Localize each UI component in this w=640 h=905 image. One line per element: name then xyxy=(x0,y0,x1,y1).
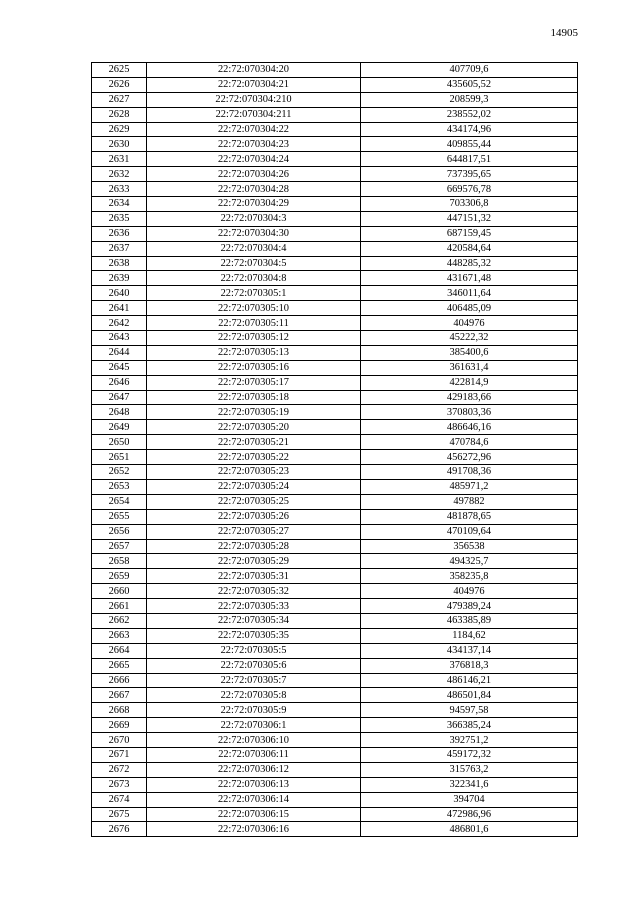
value-cell: 459172,32 xyxy=(361,747,578,762)
cadastral-number-cell: 22:72:070306:1 xyxy=(147,718,361,733)
row-index-cell: 2650 xyxy=(92,435,147,450)
value-cell: 1184,62 xyxy=(361,628,578,643)
cadastral-number-cell: 22:72:070305:9 xyxy=(147,703,361,718)
table-row xyxy=(92,554,578,569)
row-index-cell: 2675 xyxy=(92,807,147,822)
row-index-cell: 2644 xyxy=(92,345,147,360)
table-row xyxy=(92,703,578,718)
row-index-cell: 2626 xyxy=(92,77,147,92)
cadastral-number-cell: 22:72:070304:20 xyxy=(147,63,361,78)
value-cell: 463385,89 xyxy=(361,613,578,628)
table-row xyxy=(92,92,578,107)
row-index-cell: 2646 xyxy=(92,375,147,390)
table-row xyxy=(92,688,578,703)
value-cell: 497882 xyxy=(361,494,578,509)
table-row xyxy=(92,77,578,92)
row-index-cell: 2651 xyxy=(92,450,147,465)
table-row xyxy=(92,807,578,822)
row-index-cell: 2659 xyxy=(92,569,147,584)
value-cell: 385400,6 xyxy=(361,345,578,360)
row-index-cell: 2674 xyxy=(92,792,147,807)
value-cell: 434137,14 xyxy=(361,643,578,658)
cadastral-number-cell: 22:72:070305:16 xyxy=(147,360,361,375)
table-row xyxy=(92,286,578,301)
cadastral-number-cell: 22:72:070305:12 xyxy=(147,331,361,346)
row-index-cell: 2670 xyxy=(92,733,147,748)
cadastral-number-cell: 22:72:070306:13 xyxy=(147,777,361,792)
value-cell: 435605,52 xyxy=(361,77,578,92)
row-index-cell: 2643 xyxy=(92,331,147,346)
cadastral-number-cell: 22:72:070305:10 xyxy=(147,301,361,316)
value-cell: 669576,78 xyxy=(361,182,578,197)
value-cell: 472986,96 xyxy=(361,807,578,822)
value-cell: 409855,44 xyxy=(361,137,578,152)
value-cell: 429183,66 xyxy=(361,390,578,405)
row-index-cell: 2669 xyxy=(92,718,147,733)
table-row xyxy=(92,256,578,271)
value-cell: 358235,8 xyxy=(361,569,578,584)
cadastral-number-cell: 22:72:070305:7 xyxy=(147,673,361,688)
table-row xyxy=(92,345,578,360)
table-row xyxy=(92,271,578,286)
table-row xyxy=(92,301,578,316)
cadastral-number-cell: 22:72:070305:28 xyxy=(147,539,361,554)
value-cell: 404976 xyxy=(361,584,578,599)
table-row xyxy=(92,465,578,480)
value-cell: 370803,36 xyxy=(361,405,578,420)
cadastral-number-cell: 22:72:070305:6 xyxy=(147,658,361,673)
cadastral-number-cell: 22:72:070305:8 xyxy=(147,688,361,703)
value-cell: 486501,84 xyxy=(361,688,578,703)
value-cell: 422814,9 xyxy=(361,375,578,390)
row-index-cell: 2668 xyxy=(92,703,147,718)
cadastral-number-cell: 22:72:070305:35 xyxy=(147,628,361,643)
cadastral-number-cell: 22:72:070304:24 xyxy=(147,152,361,167)
value-cell: 434174,96 xyxy=(361,122,578,137)
cadastral-number-cell: 22:72:070305:5 xyxy=(147,643,361,658)
cadastral-number-cell: 22:72:070305:13 xyxy=(147,345,361,360)
row-index-cell: 2660 xyxy=(92,584,147,599)
value-cell: 447151,32 xyxy=(361,211,578,226)
table-row xyxy=(92,420,578,435)
table-row xyxy=(92,167,578,182)
page-number: 14905 xyxy=(550,27,578,39)
table-row xyxy=(92,673,578,688)
value-cell: 404976 xyxy=(361,316,578,331)
table-row xyxy=(92,643,578,658)
row-index-cell: 2636 xyxy=(92,226,147,241)
value-cell: 644817,51 xyxy=(361,152,578,167)
row-index-cell: 2667 xyxy=(92,688,147,703)
table-row xyxy=(92,107,578,122)
row-index-cell: 2640 xyxy=(92,286,147,301)
table-row xyxy=(92,182,578,197)
row-index-cell: 2625 xyxy=(92,63,147,78)
table-row xyxy=(92,524,578,539)
table-row xyxy=(92,733,578,748)
row-index-cell: 2631 xyxy=(92,152,147,167)
value-cell: 481878,65 xyxy=(361,509,578,524)
value-cell: 356538 xyxy=(361,539,578,554)
cadastral-number-cell: 22:72:070304:3 xyxy=(147,211,361,226)
row-index-cell: 2637 xyxy=(92,241,147,256)
table-row xyxy=(92,197,578,212)
table-row xyxy=(92,375,578,390)
value-cell: 366385,24 xyxy=(361,718,578,733)
cadastral-number-cell: 22:72:070305:21 xyxy=(147,435,361,450)
cadastral-number-cell: 22:72:070305:11 xyxy=(147,316,361,331)
row-index-cell: 2647 xyxy=(92,390,147,405)
value-cell: 448285,32 xyxy=(361,256,578,271)
row-index-cell: 2628 xyxy=(92,107,147,122)
row-index-cell: 2654 xyxy=(92,494,147,509)
value-cell: 315763,2 xyxy=(361,762,578,777)
cadastral-number-cell: 22:72:070305:34 xyxy=(147,613,361,628)
row-index-cell: 2649 xyxy=(92,420,147,435)
cadastral-number-cell: 22:72:070306:11 xyxy=(147,747,361,762)
value-cell: 208599,3 xyxy=(361,92,578,107)
table-row xyxy=(92,390,578,405)
value-cell: 486801,6 xyxy=(361,822,578,837)
table-row xyxy=(92,122,578,137)
cadastral-number-cell: 22:72:070305:22 xyxy=(147,450,361,465)
cadastral-number-cell: 22:72:070306:15 xyxy=(147,807,361,822)
cadastral-number-cell: 22:72:070304:8 xyxy=(147,271,361,286)
cadastral-number-cell: 22:72:070305:18 xyxy=(147,390,361,405)
cadastral-number-cell: 22:72:070304:29 xyxy=(147,197,361,212)
table-row xyxy=(92,435,578,450)
table-row xyxy=(92,539,578,554)
table-row xyxy=(92,316,578,331)
row-index-cell: 2673 xyxy=(92,777,147,792)
row-index-cell: 2639 xyxy=(92,271,147,286)
cadastral-number-cell: 22:72:070305:24 xyxy=(147,479,361,494)
cadastral-number-cell: 22:72:070305:31 xyxy=(147,569,361,584)
cadastral-number-cell: 22:72:070305:17 xyxy=(147,375,361,390)
cadastral-number-cell: 22:72:070304:23 xyxy=(147,137,361,152)
table-row xyxy=(92,747,578,762)
table-row xyxy=(92,152,578,167)
table-row xyxy=(92,822,578,837)
row-index-cell: 2629 xyxy=(92,122,147,137)
cadastral-number-cell: 22:72:070305:19 xyxy=(147,405,361,420)
value-cell: 346011,64 xyxy=(361,286,578,301)
table-row xyxy=(92,569,578,584)
row-index-cell: 2634 xyxy=(92,197,147,212)
cadastral-number-cell: 22:72:070305:1 xyxy=(147,286,361,301)
table-row xyxy=(92,762,578,777)
table-row xyxy=(92,241,578,256)
row-index-cell: 2652 xyxy=(92,465,147,480)
table-body xyxy=(92,63,578,837)
cadastral-number-cell: 22:72:070306:10 xyxy=(147,733,361,748)
row-index-cell: 2656 xyxy=(92,524,147,539)
row-index-cell: 2671 xyxy=(92,747,147,762)
table-row xyxy=(92,658,578,673)
value-cell: 376818,3 xyxy=(361,658,578,673)
cadastral-number-cell: 22:72:070306:16 xyxy=(147,822,361,837)
row-index-cell: 2642 xyxy=(92,316,147,331)
value-cell: 486646,16 xyxy=(361,420,578,435)
row-index-cell: 2658 xyxy=(92,554,147,569)
row-index-cell: 2632 xyxy=(92,167,147,182)
cadastral-number-cell: 22:72:070304:28 xyxy=(147,182,361,197)
value-cell: 479389,24 xyxy=(361,599,578,614)
value-cell: 470784,6 xyxy=(361,435,578,450)
value-cell: 687159,45 xyxy=(361,226,578,241)
row-index-cell: 2648 xyxy=(92,405,147,420)
table-row xyxy=(92,792,578,807)
value-cell: 394704 xyxy=(361,792,578,807)
table-row xyxy=(92,584,578,599)
cadastral-number-cell: 22:72:070305:27 xyxy=(147,524,361,539)
row-index-cell: 2635 xyxy=(92,211,147,226)
value-cell: 737395,65 xyxy=(361,167,578,182)
cadastral-number-cell: 22:72:070305:20 xyxy=(147,420,361,435)
value-cell: 238552,02 xyxy=(361,107,578,122)
cadastral-number-cell: 22:72:070304:211 xyxy=(147,107,361,122)
table-row xyxy=(92,599,578,614)
table-row xyxy=(92,628,578,643)
value-cell: 456272,96 xyxy=(361,450,578,465)
row-index-cell: 2657 xyxy=(92,539,147,554)
row-index-cell: 2655 xyxy=(92,509,147,524)
table-row xyxy=(92,226,578,241)
table-row xyxy=(92,718,578,733)
table-row xyxy=(92,613,578,628)
row-index-cell: 2662 xyxy=(92,613,147,628)
value-cell: 392751,2 xyxy=(361,733,578,748)
value-cell: 407709,6 xyxy=(361,63,578,78)
row-index-cell: 2653 xyxy=(92,479,147,494)
table-row xyxy=(92,331,578,346)
table-row xyxy=(92,494,578,509)
cadastral-number-cell: 22:72:070305:29 xyxy=(147,554,361,569)
cadastral-number-cell: 22:72:070305:26 xyxy=(147,509,361,524)
cadastral-number-cell: 22:72:070305:23 xyxy=(147,465,361,480)
row-index-cell: 2630 xyxy=(92,137,147,152)
cadastral-number-cell: 22:72:070305:25 xyxy=(147,494,361,509)
cadastral-number-cell: 22:72:070304:210 xyxy=(147,92,361,107)
value-cell: 420584,64 xyxy=(361,241,578,256)
table-row xyxy=(92,211,578,226)
value-cell: 45222,32 xyxy=(361,331,578,346)
table-row xyxy=(92,509,578,524)
row-index-cell: 2645 xyxy=(92,360,147,375)
table-row xyxy=(92,360,578,375)
value-cell: 322341,6 xyxy=(361,777,578,792)
table-row xyxy=(92,450,578,465)
data-table xyxy=(91,62,578,837)
table-row xyxy=(92,137,578,152)
row-index-cell: 2661 xyxy=(92,599,147,614)
cadastral-number-cell: 22:72:070306:12 xyxy=(147,762,361,777)
row-index-cell: 2665 xyxy=(92,658,147,673)
value-cell: 470109,64 xyxy=(361,524,578,539)
row-index-cell: 2676 xyxy=(92,822,147,837)
value-cell: 485971,2 xyxy=(361,479,578,494)
table-row xyxy=(92,405,578,420)
row-index-cell: 2664 xyxy=(92,643,147,658)
table-row xyxy=(92,63,578,78)
cadastral-number-cell: 22:72:070304:22 xyxy=(147,122,361,137)
cadastral-number-cell: 22:72:070304:21 xyxy=(147,77,361,92)
row-index-cell: 2633 xyxy=(92,182,147,197)
value-cell: 494325,7 xyxy=(361,554,578,569)
row-index-cell: 2638 xyxy=(92,256,147,271)
cadastral-number-cell: 22:72:070304:5 xyxy=(147,256,361,271)
table-row xyxy=(92,777,578,792)
value-cell: 491708,36 xyxy=(361,465,578,480)
table-row xyxy=(92,479,578,494)
row-index-cell: 2666 xyxy=(92,673,147,688)
row-index-cell: 2627 xyxy=(92,92,147,107)
value-cell: 431671,48 xyxy=(361,271,578,286)
value-cell: 486146,21 xyxy=(361,673,578,688)
value-cell: 703306,8 xyxy=(361,197,578,212)
cadastral-number-cell: 22:72:070305:33 xyxy=(147,599,361,614)
row-index-cell: 2663 xyxy=(92,628,147,643)
value-cell: 94597,58 xyxy=(361,703,578,718)
cadastral-number-cell: 22:72:070304:26 xyxy=(147,167,361,182)
value-cell: 361631,4 xyxy=(361,360,578,375)
value-cell: 406485,09 xyxy=(361,301,578,316)
row-index-cell: 2672 xyxy=(92,762,147,777)
cadastral-number-cell: 22:72:070304:4 xyxy=(147,241,361,256)
cadastral-number-cell: 22:72:070305:32 xyxy=(147,584,361,599)
row-index-cell: 2641 xyxy=(92,301,147,316)
cadastral-number-cell: 22:72:070304:30 xyxy=(147,226,361,241)
cadastral-number-cell: 22:72:070306:14 xyxy=(147,792,361,807)
